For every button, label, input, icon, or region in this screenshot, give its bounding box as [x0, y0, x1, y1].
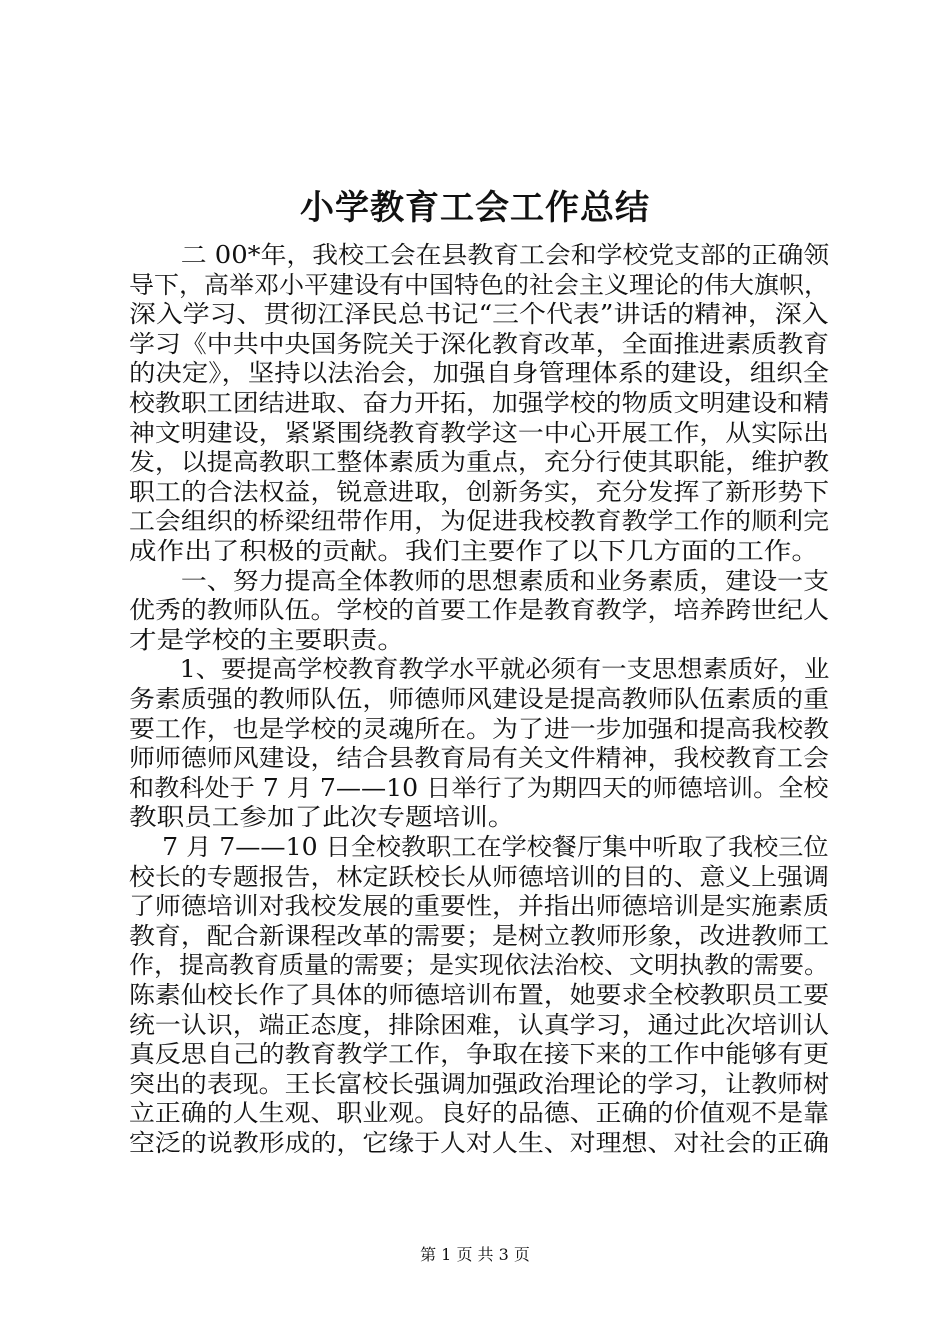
body-line: 1、要提高学校教育教学水平就必须有一支思想素质好，业 — [129, 655, 830, 684]
body-line: 导下，高举邓小平建设有中国特色的社会主义理论的伟大旗帜， — [129, 270, 829, 299]
body-line: 统一认识，端正态度，排除困难，认真学习，通过此次培训认 — [129, 1010, 829, 1039]
body-line: 校教职工团结进取、奋力开拓，加强学校的物质文明建设和精 — [129, 389, 829, 417]
body-line: 作，提高教育质量的需要；是实现依法治校、文明执教的需要。 — [129, 951, 829, 980]
body-line: 学习《中共中央国务院关于深化教育改革，全面推进素质教育 — [129, 329, 829, 358]
body-line: 空泛的说教形成的，它缘于人对人生、对理想、对社会的正确 — [129, 1129, 829, 1157]
body-line: 的决定》，坚持以法治会，加强自身管理体系的建设，组织全 — [129, 359, 829, 388]
body-line: 校长的专题报告，林定跃校长从师德培训的目的、意义上强调 — [129, 862, 829, 891]
body-line: 神文明建设，紧紧围绕教育教学这一中心开展工作，从实际出 — [129, 418, 829, 447]
body-line: 和教科处于 7 月 7——10 日举行了为期四天的师德培训。全校 — [129, 773, 829, 802]
body-line: 师师德师风建设，结合县教育局有关文件精神，我校教育工会 — [129, 744, 829, 773]
body-line: 教职员工参加了此次专题培训。 — [129, 803, 516, 832]
body-line: 工会组织的桥梁纽带作用，为促进我校教育教学工作的顺利完 — [129, 507, 829, 536]
page-footer: 第 1 页 共 3 页 — [420, 1245, 530, 1264]
body-line: 才是学校的主要职责。 — [129, 625, 405, 654]
body-line: 务素质强的教师队伍，师德师风建设是提高教师队伍素质的重 — [129, 685, 829, 713]
body-line: 了师德培训对我校发展的重要性，并指出师德培训是实施素质 — [129, 892, 829, 921]
body-line: 发，以提高教职工整体素质为重点，充分行使其职能，维护教 — [129, 448, 829, 477]
body-line: 二 00*年，我校工会在县教育工会和学校党支部的正确领 — [129, 241, 830, 269]
body-line: 成作出了积极的贡献。我们主要作了以下几方面的工作。 — [129, 537, 819, 565]
document-title: 小学教育工会工作总结 — [300, 188, 650, 228]
body-line: 深入学习、贯彻江泽民总书记“三个代表”讲话的精神，深入 — [129, 300, 829, 329]
body-line: 一、努力提高全体教师的思想素质和业务素质，建设一支 — [129, 566, 829, 595]
body-line: 要工作，也是学校的灵魂所在。为了进一步加强和提高我校教 — [129, 714, 829, 743]
body-line: 立正确的人生观、职业观。良好的品德、正确的价值观不是靠 — [129, 1099, 829, 1128]
body-line: 7 月 7——10 日全校教职工在学校餐厅集中听取了我校三位 — [129, 833, 829, 861]
body-line: 优秀的教师队伍。学校的首要工作是教育教学，培养跨世纪人 — [129, 596, 829, 625]
body-line: 职工的合法权益，锐意进取，创新务实，充分发挥了新形势下 — [129, 477, 829, 506]
body-line: 陈素仙校长作了具体的师德培训布置，她要求全校教职员工要 — [129, 981, 829, 1009]
body-line: 教育，配合新课程改革的需要；是树立教师形象，改进教师工 — [129, 921, 829, 950]
body-line: 突出的表现。王长富校长强调加强政治理论的学习，让教师树 — [129, 1069, 829, 1098]
body-line: 真反思自己的教育教学工作，争取在接下来的工作中能够有更 — [129, 1040, 829, 1069]
